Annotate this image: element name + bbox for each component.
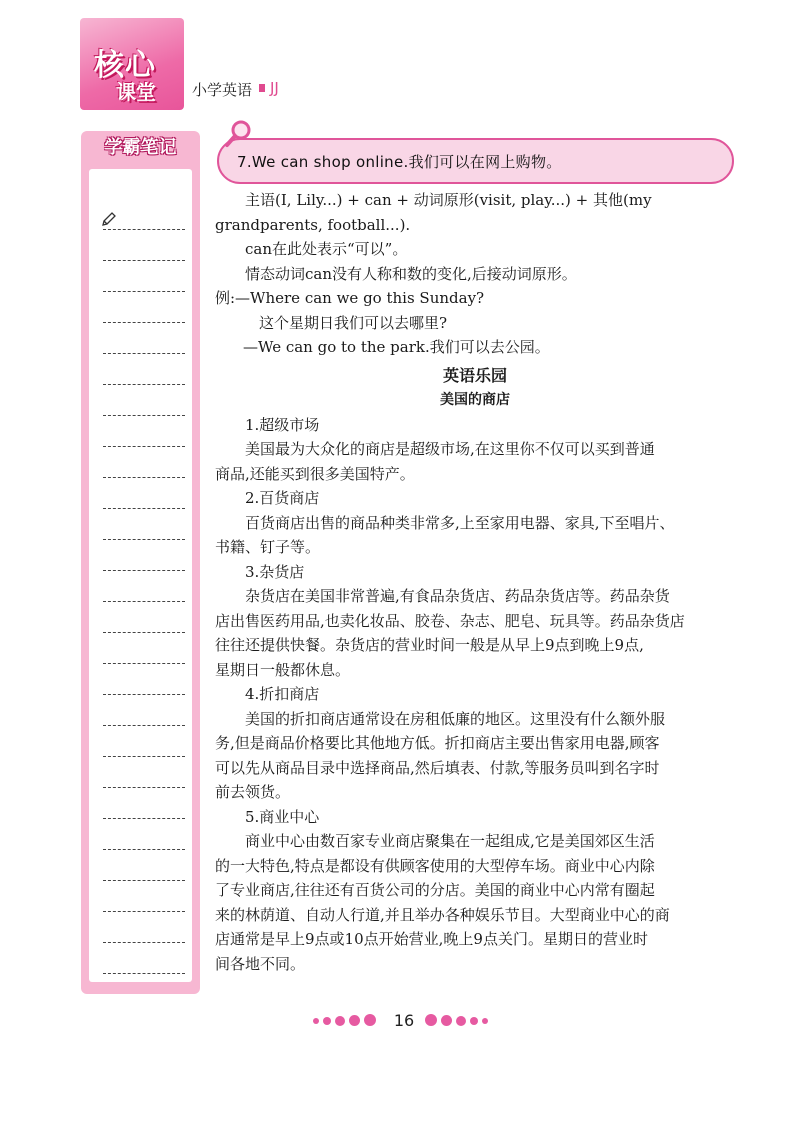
shop-text: 可以先从商品目录中选择商品,然后填表、付款,等服务员叫到名字时 bbox=[215, 758, 660, 777]
notes-sidebar bbox=[81, 131, 200, 994]
note-lines bbox=[103, 199, 185, 974]
shop-text: 美国最为大众化的商店是超级市场,在这里你不仅可以买到普通 bbox=[245, 440, 655, 458]
footer-dot bbox=[425, 1014, 437, 1026]
note-line bbox=[103, 509, 185, 540]
note-line bbox=[103, 354, 185, 385]
note-line bbox=[103, 478, 185, 509]
note-line bbox=[103, 757, 185, 788]
note-line bbox=[103, 881, 185, 912]
shop-text: 前去领货。 bbox=[215, 783, 291, 801]
main-content bbox=[215, 188, 735, 976]
note-line bbox=[103, 323, 185, 354]
footer-dot bbox=[335, 1016, 345, 1026]
shop-text: 间各地不同。 bbox=[215, 954, 306, 973]
notes-paper bbox=[89, 169, 192, 982]
grammar-rule: 主语(I, Lily...) + can + 动词原形(visit, play...) + 其他(my bbox=[245, 191, 652, 209]
note-line bbox=[103, 633, 185, 664]
note-line bbox=[103, 230, 185, 261]
shop-text: 店出售医药用品,也卖化妆品、胶卷、杂志、肥皂、玩具等。药品杂货店 bbox=[215, 611, 685, 630]
shop-text: 来的林荫道、自动人行道,并且举办各种娱乐节目。大型商业中心的商 bbox=[215, 905, 670, 924]
shop-text: 商品,还能买到很多美国特产。 bbox=[215, 464, 415, 483]
key-sentence: 7.We can shop online.我们可以在网上购物。 bbox=[237, 153, 562, 171]
footer-dot bbox=[323, 1017, 331, 1025]
shop-text: 杂货店在美国非常普遍,有食品杂货店、药品杂货店等。药品杂货 bbox=[245, 587, 670, 605]
note-line bbox=[103, 664, 185, 695]
footer-dot bbox=[349, 1015, 360, 1026]
shop-text: 的一大特色,特点是都设有供顾客使用的大型停车场。商业中心内除 bbox=[215, 856, 655, 875]
note-line bbox=[103, 819, 185, 850]
magnifier-icon bbox=[222, 118, 254, 150]
header-subject: 小学英语 bbox=[192, 81, 253, 99]
note-line bbox=[103, 261, 185, 292]
shop-heading: 1.超级市场 bbox=[245, 415, 320, 434]
shop-heading: 3.杂货店 bbox=[245, 562, 305, 581]
logo-text-bottom: 课堂 bbox=[116, 80, 156, 104]
page-number: 16 bbox=[393, 1011, 415, 1030]
section-title: 英语乐园 bbox=[442, 365, 507, 385]
note-line bbox=[103, 788, 185, 819]
shop-text: 美国的折扣商店通常设在房租低廉的地区。这里没有什么额外服 bbox=[245, 709, 666, 728]
note-line bbox=[103, 292, 185, 323]
shop-text: 商业中心由数百家专业商店聚集在一起组成,它是美国郊区生活 bbox=[245, 832, 655, 850]
section-subtitle: 美国的商店 bbox=[440, 392, 510, 408]
footer-dot bbox=[456, 1016, 466, 1026]
example-answer: —We can go to the park.我们可以去公园。 bbox=[243, 338, 550, 356]
note-line bbox=[103, 850, 185, 881]
shop-text: 务,但是商品价格要比其他地方低。折扣商店主要出售家用电器,顾客 bbox=[215, 734, 660, 752]
shop-text: 往往还提供快餐。杂货店的营业时间一般是从早上9点到晚上9点, bbox=[215, 636, 644, 654]
note-line bbox=[103, 199, 185, 230]
note-line bbox=[103, 416, 185, 447]
logo bbox=[80, 18, 184, 110]
shop-heading: 4.折扣商店 bbox=[245, 685, 320, 703]
note-line bbox=[103, 912, 185, 943]
example-question: 例:—Where can we go this Sunday? bbox=[215, 289, 485, 307]
shop-text: 百货商店出售的商品种类非常多,上至家用电器、家具,下至唱片、 bbox=[245, 513, 675, 532]
note-line bbox=[103, 447, 185, 478]
logo-text-top: 核心 bbox=[94, 48, 156, 83]
key-sentence-callout bbox=[217, 138, 734, 184]
footer-dot bbox=[313, 1018, 319, 1024]
shop-heading: 2.百货商店 bbox=[245, 489, 320, 507]
grammar-note: 情态动词can没有人称和数的变化,后接动词原形。 bbox=[245, 264, 577, 283]
shop-heading: 5.商业中心 bbox=[245, 807, 320, 826]
note-line bbox=[103, 540, 185, 571]
grammar-note: can在此处表示“可以”。 bbox=[245, 240, 408, 258]
footer-dot bbox=[441, 1015, 452, 1026]
footer-dot bbox=[364, 1014, 376, 1026]
note-line bbox=[103, 602, 185, 633]
footer-dot bbox=[470, 1017, 478, 1025]
shop-text: 店通常是早上9点或10点开始营业,晚上9点关门。星期日的营业时 bbox=[215, 930, 648, 948]
shop-text: 了专业商店,往往还有百货公司的分店。美国的商业中心内常有圈起 bbox=[215, 881, 655, 899]
shop-text: 星期日一般都休息。 bbox=[215, 660, 351, 679]
header-separator bbox=[259, 84, 265, 92]
note-line bbox=[103, 726, 185, 757]
note-line bbox=[103, 943, 185, 974]
shop-text: 书籍、钉子等。 bbox=[215, 538, 321, 556]
note-line bbox=[103, 385, 185, 416]
grammar-rule-cont: grandparents, football...). bbox=[215, 215, 411, 234]
header-edition: JJ bbox=[270, 79, 279, 97]
example-question-translation: 这个星期日我们可以去哪里? bbox=[259, 313, 448, 332]
note-line bbox=[103, 695, 185, 726]
footer-dot bbox=[482, 1018, 488, 1024]
sidebar-title: 学霸笔记 bbox=[104, 137, 177, 158]
note-line bbox=[103, 571, 185, 602]
